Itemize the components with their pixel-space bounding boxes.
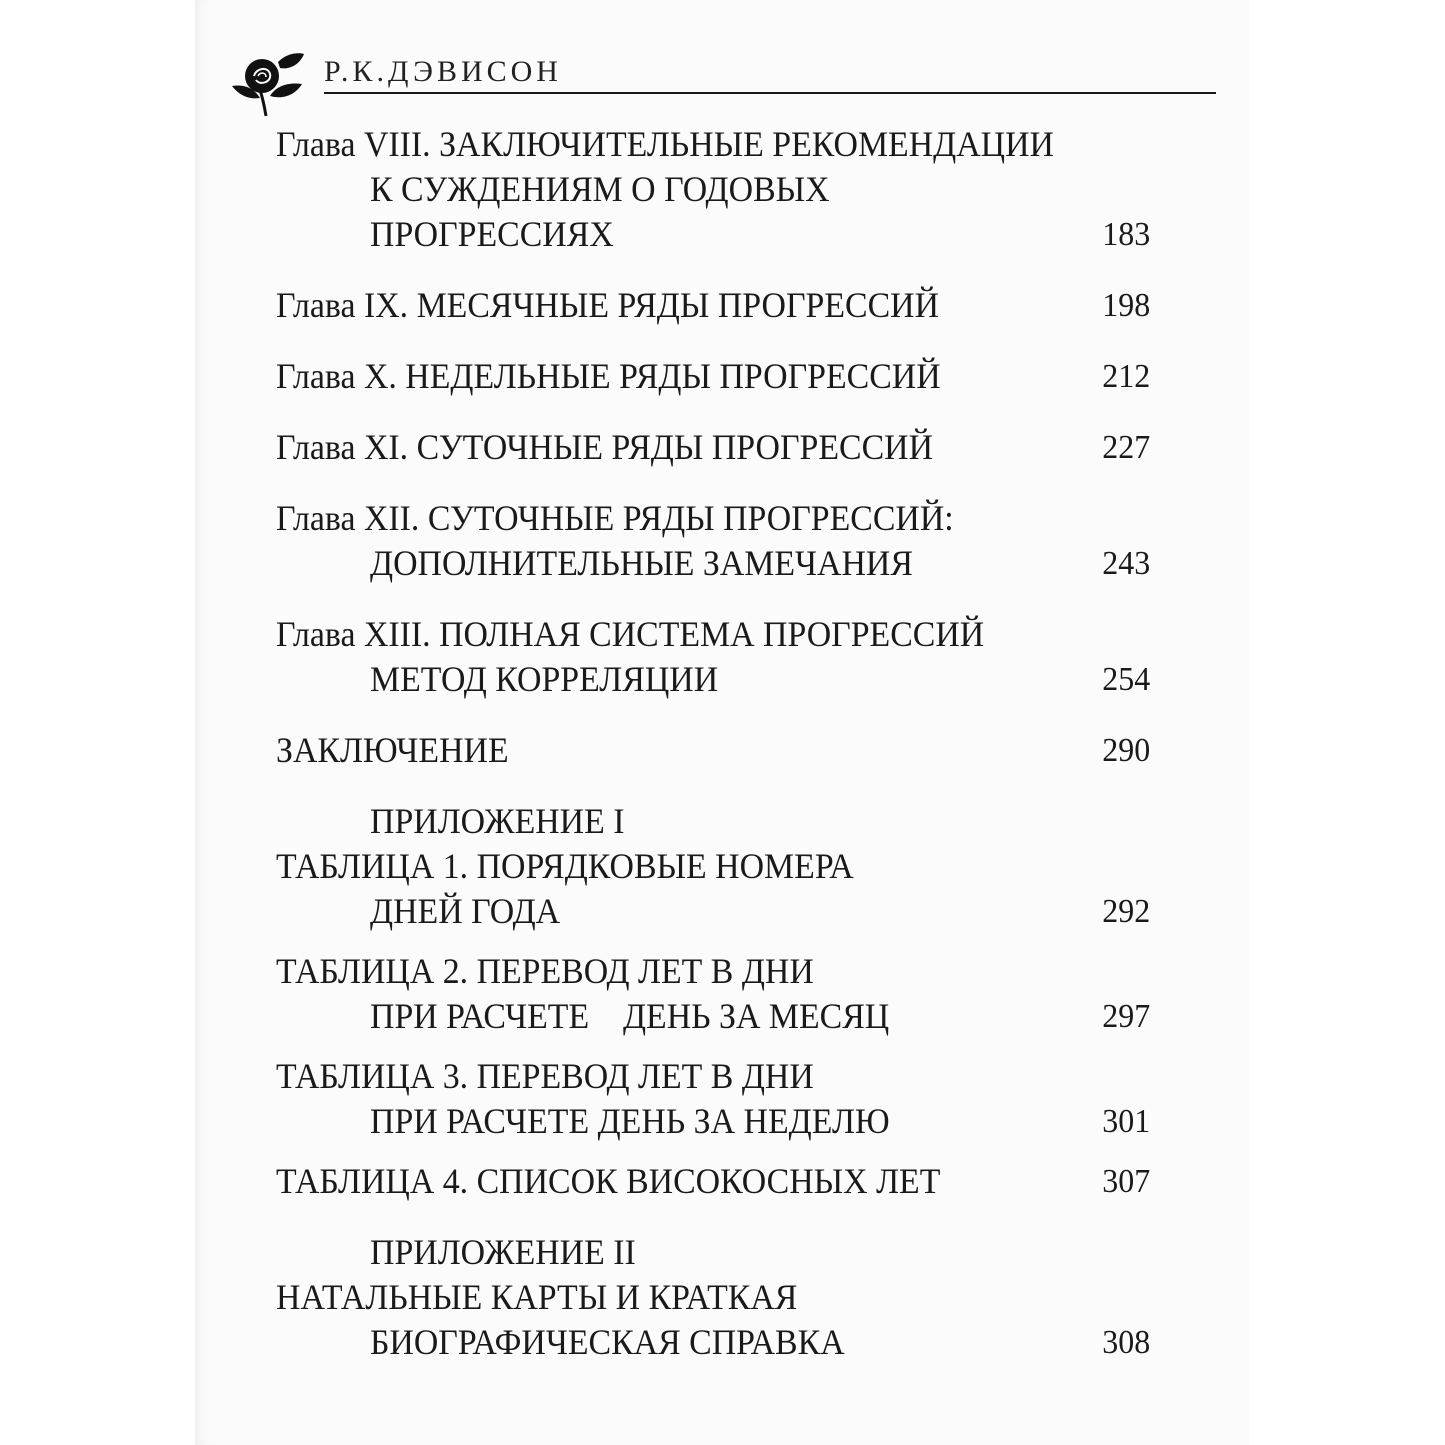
toc-page-number: 290 (1102, 732, 1151, 769)
toc-page-number: 307 (1102, 1163, 1151, 1200)
toc-entry-title: НАТАЛЬНЫЕ КАРТЫ И КРАТКАЯ (276, 1277, 798, 1317)
toc-page-number: 308 (1102, 1324, 1151, 1361)
header-rule (324, 92, 1216, 94)
toc-entry-title: Глава IX. МЕСЯЧНЫЕ РЯДЫ ПРОГРЕССИЙ (276, 285, 940, 325)
toc-page-number: 254 (1102, 661, 1151, 698)
toc-entry-title: ТАБЛИЦА 3. ПЕРЕВОД ЛЕТ В ДНИ (276, 1056, 814, 1096)
toc-entry-title: ТАБЛИЦА 2. ПЕРЕВОД ЛЕТ В ДНИ (276, 951, 814, 991)
table-of-contents (276, 122, 1206, 1365)
rose-icon (226, 46, 306, 116)
toc-page-number: 301 (1102, 1103, 1151, 1140)
toc-entry-table-4 (276, 1159, 1150, 1204)
running-head: Р.К.ДЭВИСОН (324, 55, 562, 88)
toc-entry-title: ТАБЛИЦА 4. СПИСОК ВИСОКОСНЫХ ЛЕТ (276, 1161, 941, 1201)
page-header (226, 40, 1216, 120)
toc-entry-title: Глава XII. СУТОЧНЫЕ РЯДЫ ПРОГРЕССИЙ: (276, 498, 954, 538)
toc-entry-chapter-8 (276, 122, 1150, 257)
toc-entry-title: Глава X. НЕДЕЛЬНЫЕ РЯДЫ ПРОГРЕССИЙ (276, 356, 941, 396)
toc-page-number: 297 (1102, 998, 1151, 1035)
toc-page-number: 227 (1102, 429, 1151, 466)
toc-entry-chapter-11 (276, 425, 1150, 470)
appendix-title: ПРИЛОЖЕНИЕ II (370, 1232, 636, 1272)
toc-entry-chapter-13 (276, 612, 1150, 702)
toc-entry-title-cont: ДОПОЛНИТЕЛЬНЫЕ ЗАМЕЧАНИЯ (370, 543, 913, 583)
toc-entry-conclusion (276, 728, 1150, 773)
toc-page-number: 243 (1102, 545, 1151, 582)
toc-entry-title-cont: БИОГРАФИЧЕСКАЯ СПРАВКА (370, 1322, 845, 1362)
toc-entry-title: ЗАКЛЮЧЕНИЕ (276, 730, 509, 770)
toc-entry-table-2 (276, 949, 1150, 1039)
toc-page-number: 183 (1102, 216, 1151, 253)
toc-entry-table-1 (276, 844, 1150, 934)
toc-entry-title-cont: ПРИ РАСЧЕТЕ ДЕНЬ ЗА НЕДЕЛЮ (370, 1101, 890, 1141)
toc-entry-title-cont: ПРИ РАСЧЕТЕ ДЕНЬ ЗА МЕСЯЦ (370, 996, 890, 1036)
appendix-title: ПРИЛОЖЕНИЕ I (370, 801, 625, 841)
toc-appendix-1-heading (276, 799, 1150, 844)
toc-entry-title-cont: МЕТОД КОРРЕЛЯЦИИ (370, 659, 719, 699)
toc-entry-title-cont: К СУЖДЕНИЯМ О ГОДОВЫХ (370, 169, 830, 209)
toc-entry-chapter-9 (276, 283, 1150, 328)
toc-entry-title: Глава XI. СУТОЧНЫЕ РЯДЫ ПРОГРЕССИЙ (276, 427, 934, 467)
toc-appendix-2 (276, 1230, 1150, 1365)
toc-entry-title: ТАБЛИЦА 1. ПОРЯДКОВЫЕ НОМЕРА (276, 846, 854, 886)
toc-entry-chapter-10 (276, 354, 1150, 399)
toc-page-number: 292 (1102, 893, 1151, 930)
toc-entry-title: Глава VIII. ЗАКЛЮЧИТЕЛЬНЫЕ РЕКОМЕНДАЦИИ (276, 124, 1054, 164)
toc-entry-table-3 (276, 1054, 1150, 1144)
toc-entry-title-cont: ПРОГРЕССИЯХ (370, 214, 614, 254)
toc-entry-title-cont: ДНЕЙ ГОДА (370, 891, 561, 931)
toc-page-number: 212 (1102, 358, 1151, 395)
toc-entry-title: Глава XIII. ПОЛНАЯ СИСТЕМА ПРОГРЕССИЙ (276, 614, 985, 654)
toc-page-number: 198 (1102, 287, 1151, 324)
toc-entry-chapter-12 (276, 496, 1150, 586)
